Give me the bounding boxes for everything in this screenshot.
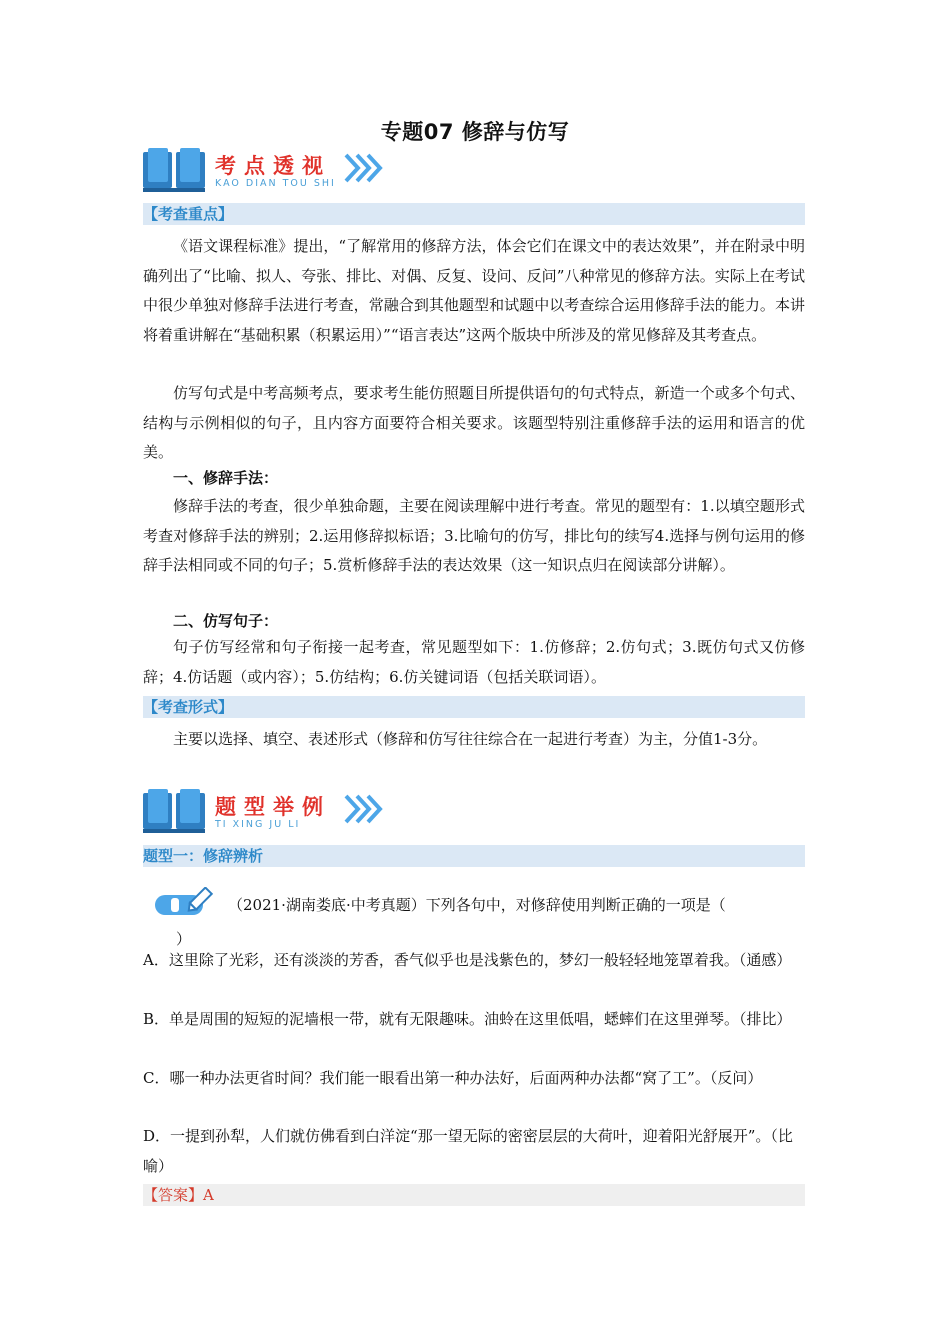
page-title: 专题07 修辞与仿写	[380, 120, 570, 144]
section-bar-type1	[143, 845, 805, 867]
answer-value: A	[203, 1186, 214, 1204]
chevron-right-icon	[343, 793, 383, 825]
chevron-right-icon	[343, 152, 383, 184]
subheading: 二、仿写句子：	[173, 612, 279, 630]
section-label: 题型一：修辞辨析	[143, 847, 264, 865]
paragraph: 《语文课程标准》提出，“了解常用的修辞方法，体会它们在课文中的表达效果”，并在附录中明确列出了“比喻、拟人、夸张、排比、对偶、反复、设问、反问”八种常见的修辞方法。实际上在考试中很少单独对修辞手法进行考查，常融合到其他题型和试题中以考查综合运用修辞手法的能力。本讲将着重讲解在“基础积累（积累运用）”“语言表达”这两个版块中所涉及的常见修辞及其考查点。	[143, 237, 805, 344]
question-stem-close: ）	[176, 930, 192, 948]
paragraph: 主要以选择、填空、表述形式（修辞和仿写往往综合在一起进行考查）为主，分值1-3分。	[173, 730, 768, 748]
answer-label: 【答案】	[143, 1186, 204, 1204]
banner-subheading: KAO DIAN TOU SHI	[215, 178, 336, 189]
option-c: C．哪一种办法更省时间？我们能一眼看出第一种办法好，后面两种办法都“窝了工”。（反问）	[143, 1069, 763, 1087]
question-stem: （2021·湖南娄底·中考真题）下列各句中，对修辞使用判断正确的一项是（	[228, 896, 726, 914]
banner-heading: 题型举例	[215, 795, 331, 819]
banner-tixing	[143, 789, 393, 837]
paragraph: 仿写句式是中考高频考点，要求考生能仿照题目所提供语句的句式特点，新造一个或多个句式、结构与示例相似的句子，且内容方面要符合相关要求。该题型特别注重修辞手法的运用和语言的优美。	[143, 384, 805, 461]
open-book-icon	[143, 789, 205, 833]
subheading: 一、修辞手法：	[173, 469, 279, 487]
banner-heading: 考点透视	[215, 154, 331, 178]
paragraph: 修辞手法的考查，很少单独命题，主要在阅读理解中进行考查。常见的题型有：1.以填空题形式考查对修辞手法的辨别；2.运用修辞拟标语；3.比喻句的仿写，排比句的续写4.选择与例句运用的修辞手法相同或不同的句子；5.赏析修辞手法的表达效果（这一知识点归在阅读部分讲解）。	[143, 497, 805, 574]
open-book-icon	[143, 148, 205, 192]
section-bar-key-points	[143, 203, 805, 225]
banner-kaodian	[143, 148, 393, 196]
paragraph: 句子仿写经常和句子衔接一起考查，常见题型如下：1.仿修辞；2.仿句式；3.既仿句式又仿修辞；4.仿话题（或内容）；5.仿结构；6.仿关键词语（包括关联词语）。	[143, 638, 805, 686]
answer-bar	[143, 1184, 805, 1206]
section-label: 【考查重点】	[143, 205, 234, 223]
option-d: D．一提到孙犁，人们就仿佛看到白洋淀“那一望无际的密密层层的大荷叶，迎着阳光舒展开”。（比喻）	[143, 1127, 793, 1175]
section-bar-form	[143, 696, 805, 718]
option-b: B．单是周围的短短的泥墙根一带，就有无限趣味。油蛉在这里低唱，蟋蟀们在这里弹琴。（排比）	[143, 1010, 792, 1028]
section-label: 【考查形式】	[143, 698, 234, 716]
question-pencil-icon	[155, 887, 217, 917]
option-a: A．这里除了光彩，还有淡淡的芳香，香气似乎也是浅紫色的，梦幻一般轻轻地笼罩着我。（通感）	[143, 951, 792, 969]
banner-subheading: TI XING JU LI	[215, 819, 301, 830]
